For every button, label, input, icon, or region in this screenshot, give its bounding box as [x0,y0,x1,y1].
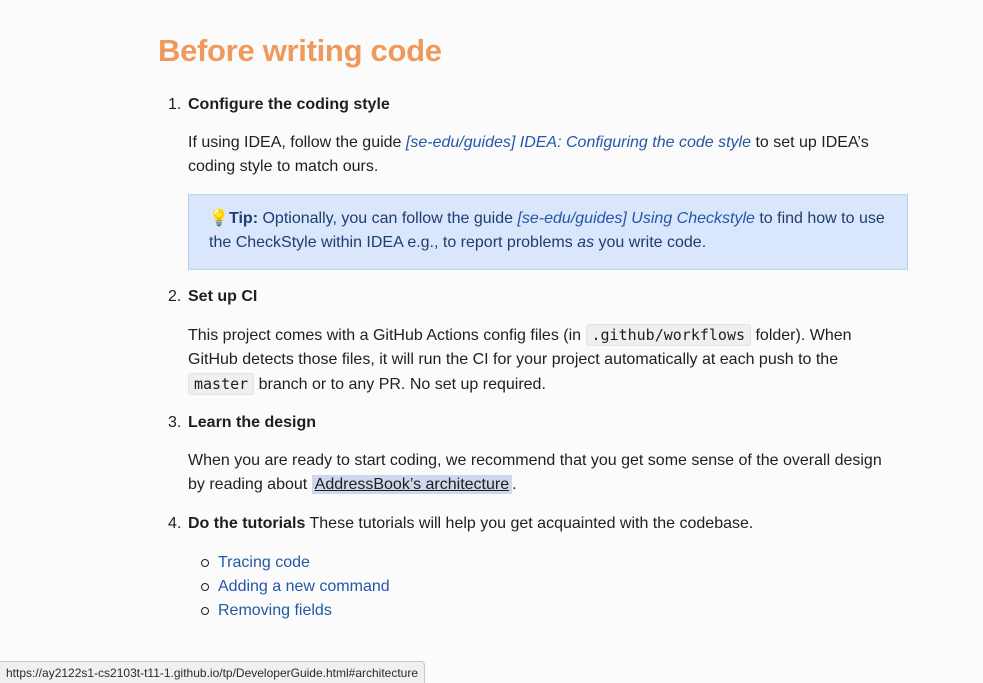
tutorial-links-list [218,551,390,623]
bullet-icon [201,559,209,567]
tip-emphasis: as [577,234,595,251]
item-body-text: When you are ready to start coding, we recommend that you get some sense of the overall design by reading about [188,452,882,493]
tip-label: Tip: [229,210,259,227]
list-number-3: 3. [168,414,182,431]
item-body-text: folder). When GitHub detects those files, it will run the CI for your project automatically at each push to the [188,327,852,368]
list-item [218,575,390,599]
code-master: master [188,373,254,395]
item-2-heading [188,285,900,309]
tip-text: you write code. [594,234,707,251]
item-4-heading [188,512,900,536]
tip-text: Optionally, you can follow the guide [258,210,518,227]
item-3-heading [188,411,900,435]
item-2-body [188,323,900,397]
item-body-text: branch or to any PR. No set up required. [254,376,546,393]
item-body-text: This project comes with a GitHub Actions config files (in [188,327,586,344]
bullet-icon [201,583,209,591]
list-number-2: 2. [168,288,182,305]
item-body-text: to set up IDEA’s coding style to match ours. [188,134,869,175]
item-heading: Do the tutorials [188,515,306,532]
item-heading: Configure the coding style [188,96,390,113]
item-body-text: If using IDEA, follow the guide [188,134,406,151]
tip-box [188,194,908,270]
item-heading: Learn the design [188,414,317,431]
tracing-code-link[interactable]: Tracing code [218,554,310,571]
removing-fields-link[interactable]: Removing fields [218,602,332,619]
item-1-heading [188,93,900,117]
tip-text: to find how to use the CheckStyle within IDEA e.g., to report problems [209,210,885,251]
list-item [218,551,390,575]
architecture-link[interactable]: AddressBook’s architecture [312,475,512,494]
list-number-4: 4. [168,515,182,532]
item-3-body [188,449,900,497]
item-body-text: . [512,476,517,493]
item-heading: Set up CI [188,288,258,305]
lightbulb-icon: 💡 [209,210,229,227]
bullet-icon [201,607,209,615]
status-bar-url: https://ay2122s1-cs2103t-t11-1.github.io/tp/DeveloperGuide.html#architecture [0,661,425,683]
page-title: Before writing code [158,33,442,68]
list-item [218,599,390,623]
list-number-1: 1. [168,96,182,113]
code-github-workflows: .github/workflows [586,324,752,346]
item-1-body [188,131,900,179]
adding-new-command-link[interactable]: Adding a new command [218,578,390,595]
item-body-text: These tutorials will help you get acquainted with the codebase. [305,515,754,532]
checkstyle-guide-link[interactable]: [se-edu/guides] Using Checkstyle [517,210,755,227]
idea-code-style-guide-link[interactable]: [se-edu/guides] IDEA: Configuring the code style [405,134,751,151]
